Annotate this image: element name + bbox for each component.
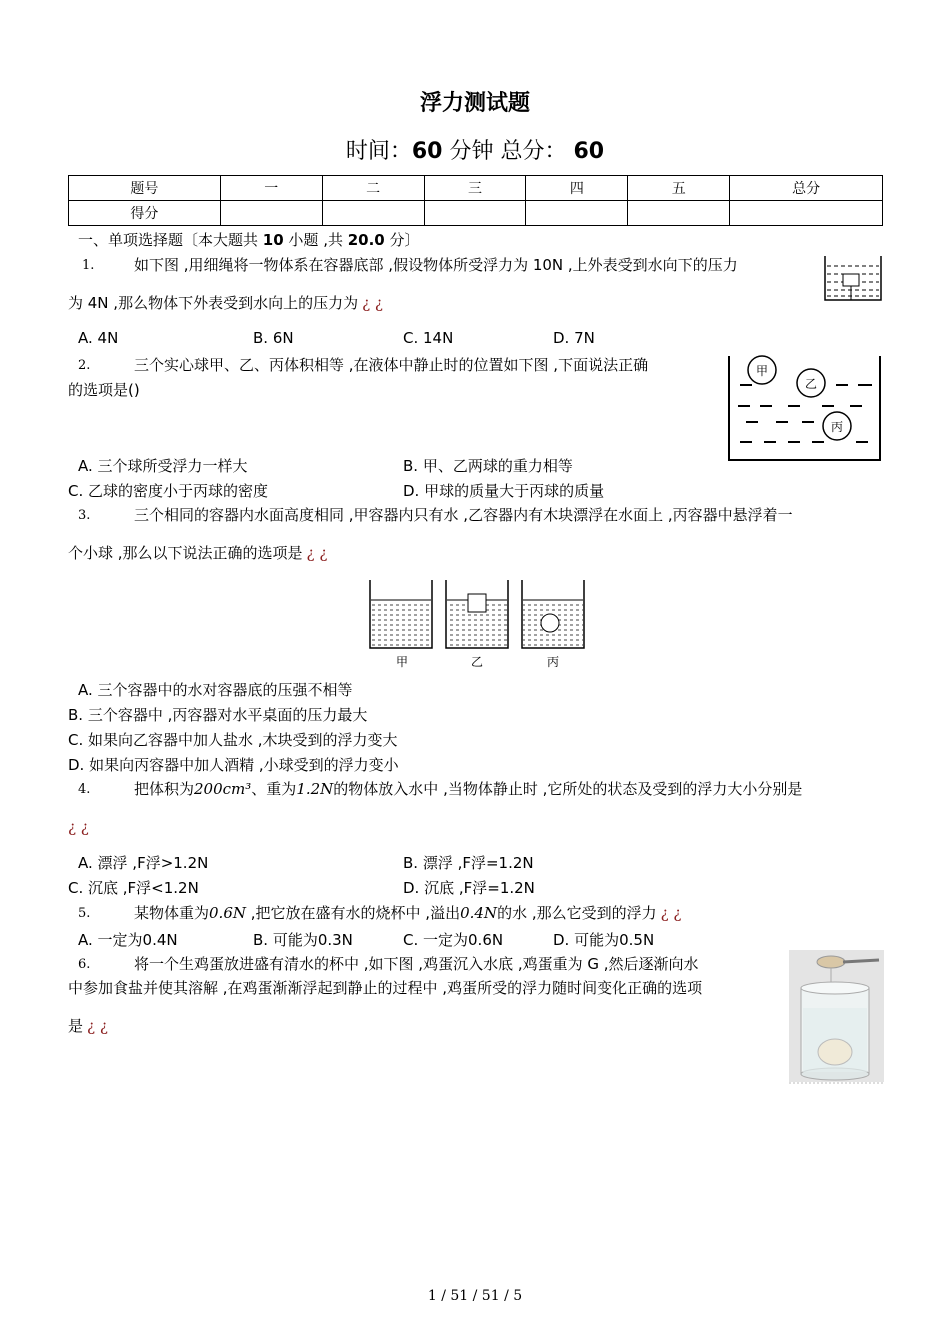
option-d[interactable]: D. 7N xyxy=(553,329,595,347)
q4-text-line1: 把体积为200cm³、重为1.2N的物体放入水中 ,当物体静止时 ,它所处的状态及受到的浮力大小分别是 xyxy=(134,780,803,798)
q1-container-figure xyxy=(823,254,885,304)
option-b[interactable]: B. 6N xyxy=(253,329,294,347)
ball-label-jia: 甲 xyxy=(755,364,769,378)
score-table xyxy=(68,175,883,226)
option-c[interactable]: C. 14N xyxy=(403,329,454,347)
option-c[interactable]: C. 乙球的密度小于丙球的密度 xyxy=(68,482,269,500)
option-d[interactable]: D. 可能为0.5N xyxy=(553,931,655,949)
q6-text-line3: 是 ¿ ¿ xyxy=(68,1017,108,1035)
option-c[interactable]: C. 如果向乙容器中加人盐水 ,木块受到的浮力变大 xyxy=(68,731,398,749)
header-cell: 一 xyxy=(220,176,322,201)
header-cell: 五 xyxy=(628,176,730,201)
question-number: 2. xyxy=(78,358,91,373)
score-cell[interactable] xyxy=(526,201,628,226)
option-b[interactable]: B. 可能为0.3N xyxy=(253,931,353,949)
ball-label-yi: 乙 xyxy=(804,377,818,391)
q5-text: 某物体重为0.6N ,把它放在盛有水的烧杯中 ,溢出0.4N的水 ,那么它受到的浮力 ¿ ¿ xyxy=(134,904,682,922)
score-table-row xyxy=(69,201,883,226)
option-a[interactable]: A. 三个容器中的水对容器底的压强不相等 xyxy=(78,681,353,699)
object-weight: 0.6N xyxy=(209,904,246,922)
q6-text-line2: 中参加食盐并使其溶解 ,在鸡蛋渐渐浮起到静止的过程中 ,鸡蛋所受的浮力随时间变化正确的选项 xyxy=(68,979,703,997)
total-score: 60 xyxy=(573,139,605,164)
score-cell[interactable] xyxy=(424,201,526,226)
score-table-header xyxy=(69,176,883,201)
answer-blank: ¿ ¿ xyxy=(660,904,682,922)
q1-text-line1: 如下图 ,用细绳将一物体系在容器底部 ,假设物体所受浮力为 10N ,上外表受到水向下的压力 xyxy=(134,256,738,274)
ball-label-bing: 丙 xyxy=(830,420,844,434)
row-label: 得分 xyxy=(69,201,221,226)
weight-value: 1.2N xyxy=(296,780,334,798)
header-cell: 总分 xyxy=(730,176,883,201)
q2-balls-figure xyxy=(726,354,884,464)
overflow-weight: 0.4N xyxy=(460,904,498,922)
option-c[interactable]: C. 沉底 ,F浮<1.2N xyxy=(68,879,199,897)
q3-containers-figure xyxy=(366,578,588,672)
question-number: 3. xyxy=(78,508,91,523)
option-d[interactable]: D. 沉底 ,F浮=1.2N xyxy=(403,879,535,897)
volume-value: 200cm³ xyxy=(194,780,252,798)
q6-text-line1: 将一个生鸡蛋放进盛有清水的杯中 ,如下图 ,鸡蛋沉入水底 ,鸡蛋重为 G ,然后逐渐向水 xyxy=(134,955,699,973)
answer-blank: ¿ ¿ xyxy=(87,1017,108,1035)
time-value: 60 xyxy=(411,139,443,164)
header-cell: 题号 xyxy=(69,176,221,201)
container-label-jia: 甲 xyxy=(395,655,409,669)
header-cell: 三 xyxy=(424,176,526,201)
question-number: 5. xyxy=(78,906,91,921)
option-b[interactable]: B. 三个容器中 ,丙容器对水平桌面的压力最大 xyxy=(68,706,368,724)
option-b[interactable]: B. 漂浮 ,F浮=1.2N xyxy=(403,854,534,872)
score-cell[interactable] xyxy=(322,201,424,226)
time-label: 时间： xyxy=(345,139,412,164)
q3-text-line1: 三个相同的容器内水面高度相同 ,甲容器内只有水 ,乙容器内有木块漂浮在水面上 ,丙容器中悬浮着一 xyxy=(134,506,793,524)
question-number: 4. xyxy=(78,782,91,797)
container-label-yi: 乙 xyxy=(470,655,484,669)
option-b[interactable]: B. 甲、乙两球的重力相等 xyxy=(403,457,573,475)
answer-blank: ¿ ¿ xyxy=(362,294,383,312)
container-label-bing: 丙 xyxy=(546,655,560,669)
score-cell[interactable] xyxy=(628,201,730,226)
option-a[interactable]: A. 4N xyxy=(78,329,119,347)
option-a[interactable]: A. 漂浮 ,F浮>1.2N xyxy=(78,854,209,872)
egg-in-cup-photo xyxy=(789,950,884,1084)
answer-blank: ¿ ¿ xyxy=(306,544,328,562)
q1-text-line2: 为 4N ,那么物体下外表受到水向上的压力为 ¿ ¿ xyxy=(68,294,383,312)
header-cell: 二 xyxy=(322,176,424,201)
header-cell: 四 xyxy=(526,176,628,201)
section-heading: 一、单项选择题〔本大题共 10 小题 ,共 20.0 分〕 xyxy=(78,231,420,249)
score-cell[interactable] xyxy=(220,201,322,226)
page-footer: 1 / 51 / 51 / 5 xyxy=(427,1288,523,1304)
q2-text-line2: 的选项是() xyxy=(68,381,140,399)
q2-text-line1: 三个实心球甲、乙、丙体积相等 ,在液体中静止时的位置如下图 ,下面说法正确 xyxy=(134,356,649,374)
score-cell[interactable] xyxy=(730,201,883,226)
option-a[interactable]: A. 一定为0.4N xyxy=(78,931,178,949)
page-title: 浮力测试题 xyxy=(419,91,530,116)
option-d[interactable]: D. 如果向丙容器中加人酒精 ,小球受到的浮力变小 xyxy=(68,756,399,774)
time-unit: 分钟 总分： xyxy=(449,139,567,164)
question-number: 1. xyxy=(82,258,95,273)
option-a[interactable]: A. 三个球所受浮力一样大 xyxy=(78,457,248,475)
answer-blank: ¿ ¿ xyxy=(68,818,89,836)
question-number: 6. xyxy=(78,957,91,972)
option-d[interactable]: D. 甲球的质量大于丙球的质量 xyxy=(403,482,605,500)
q3-text-line2: 个小球 ,那么以下说法正确的选项是 ¿ ¿ xyxy=(68,544,328,562)
option-c[interactable]: C. 一定为0.6N xyxy=(403,931,504,949)
exam-info xyxy=(0,134,950,165)
